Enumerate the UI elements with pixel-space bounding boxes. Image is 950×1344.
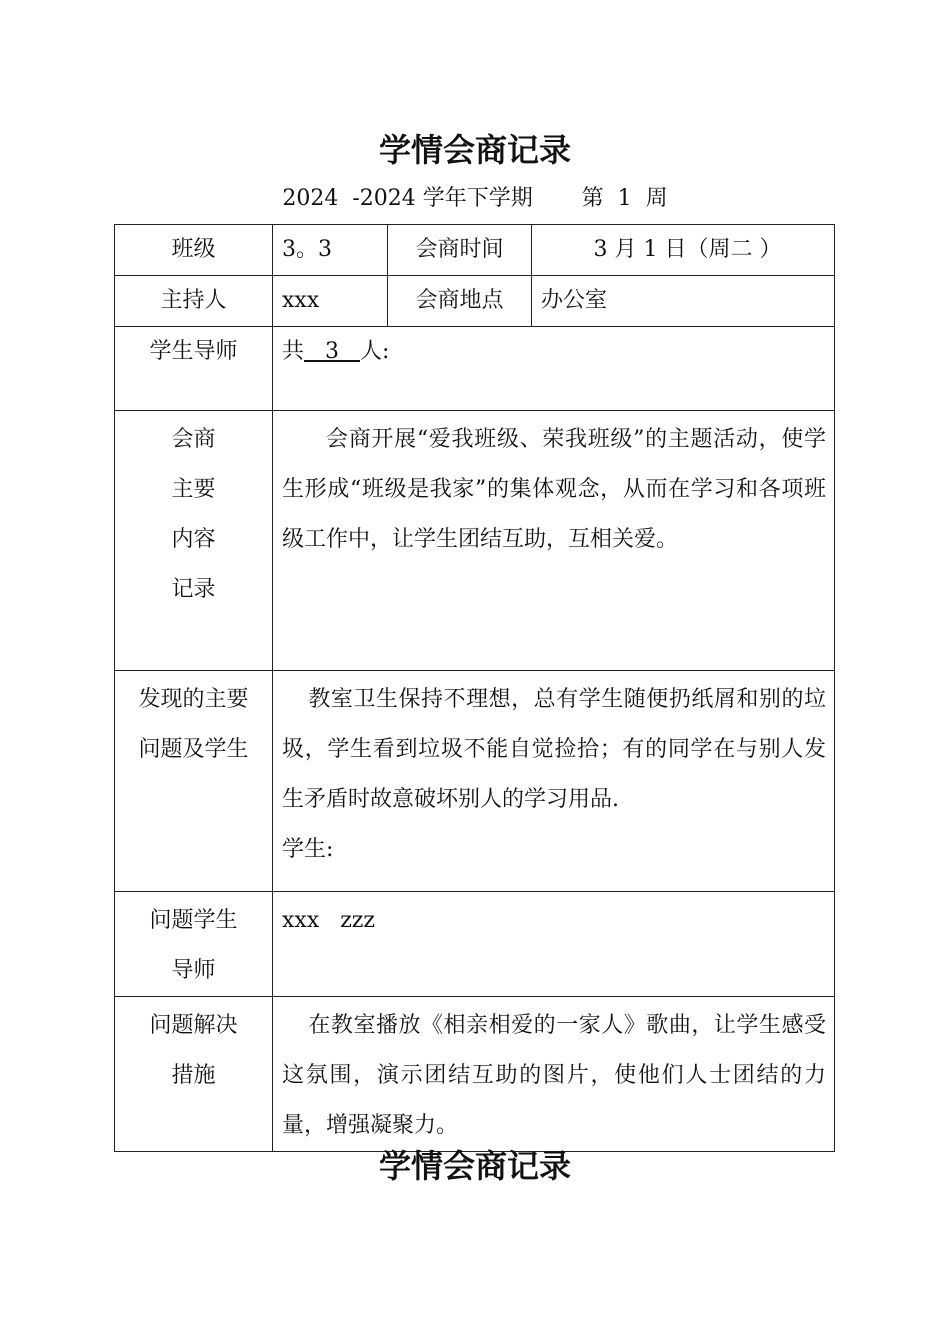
class-label: 班级 [115, 225, 273, 276]
content-label-line: 记录 [171, 577, 216, 602]
time-value: 3 月 1 日（周二 ） [532, 225, 835, 276]
table-row [115, 892, 835, 997]
place-value: 办公室 [532, 276, 835, 327]
consultation-record-table [114, 224, 835, 1152]
document-title: 学情会商记录 [378, 131, 571, 169]
problem-mentor-label-line: 问题学生 [149, 908, 238, 933]
content-text: 会商开展“爱我班级、荣我班级”的主题活动，使学生形成“班级是我家”的集体观念，从而在学习和各项班级工作中，让学生团结互助，互相关爱。 [273, 411, 835, 671]
table-row [115, 276, 835, 327]
mentor-count-cell [273, 327, 835, 411]
problem-label [115, 671, 273, 892]
time-label: 会商时间 [388, 225, 532, 276]
table-row [115, 671, 835, 892]
table-row [115, 411, 835, 671]
problem-label-line: 问题及学生 [138, 737, 249, 762]
mentor-label: 学生导师 [115, 327, 273, 411]
problem-label-line: 发现的主要 [138, 687, 249, 712]
document-title-repeat: 学情会商记录 [378, 1147, 571, 1185]
solution-label-line: 措施 [171, 1063, 216, 1088]
host-label: 主持人 [115, 276, 273, 327]
solution-label-line: 问题解决 [149, 1013, 238, 1038]
solution-text: 在教室播放《相亲相爱的一家人》歌曲，让学生感受这氛围，演示团结互助的图片，使他们人士团结的力量，增强凝聚力。 [273, 997, 835, 1152]
host-value: xxx [273, 276, 388, 327]
problem-text: 教室卫生保持不理想，总有学生随便扔纸屑和别的垃圾，学生看到垃圾不能自觉捡拾；有的同学在与别人发生矛盾时故意破坏别人的学习用品. [282, 687, 826, 812]
mentor-count: 3 [304, 339, 360, 364]
mentor-suffix: 人: [359, 339, 390, 364]
place-label: 会商地点 [388, 276, 532, 327]
content-label-line: 主要 [171, 477, 216, 502]
problem-mentor-label [115, 892, 273, 997]
mentor-prefix: 共 [282, 339, 305, 364]
problem-cell [273, 671, 835, 892]
problem-mentor-label-line: 导师 [171, 958, 216, 983]
content-label-line: 会商 [171, 427, 216, 452]
class-value: 3。3 [273, 225, 388, 276]
table-row [115, 225, 835, 276]
table-row [115, 327, 835, 411]
problem-mentor-value: xxx zzz [273, 892, 835, 997]
solution-label [115, 997, 273, 1152]
term-week-subtitle: 2024 -2024 学年下学期 第 1 周 [282, 186, 668, 211]
content-label-line: 内容 [171, 527, 216, 552]
problem-students: 学生: [282, 837, 334, 862]
content-label [115, 411, 273, 671]
table-row [115, 997, 835, 1152]
